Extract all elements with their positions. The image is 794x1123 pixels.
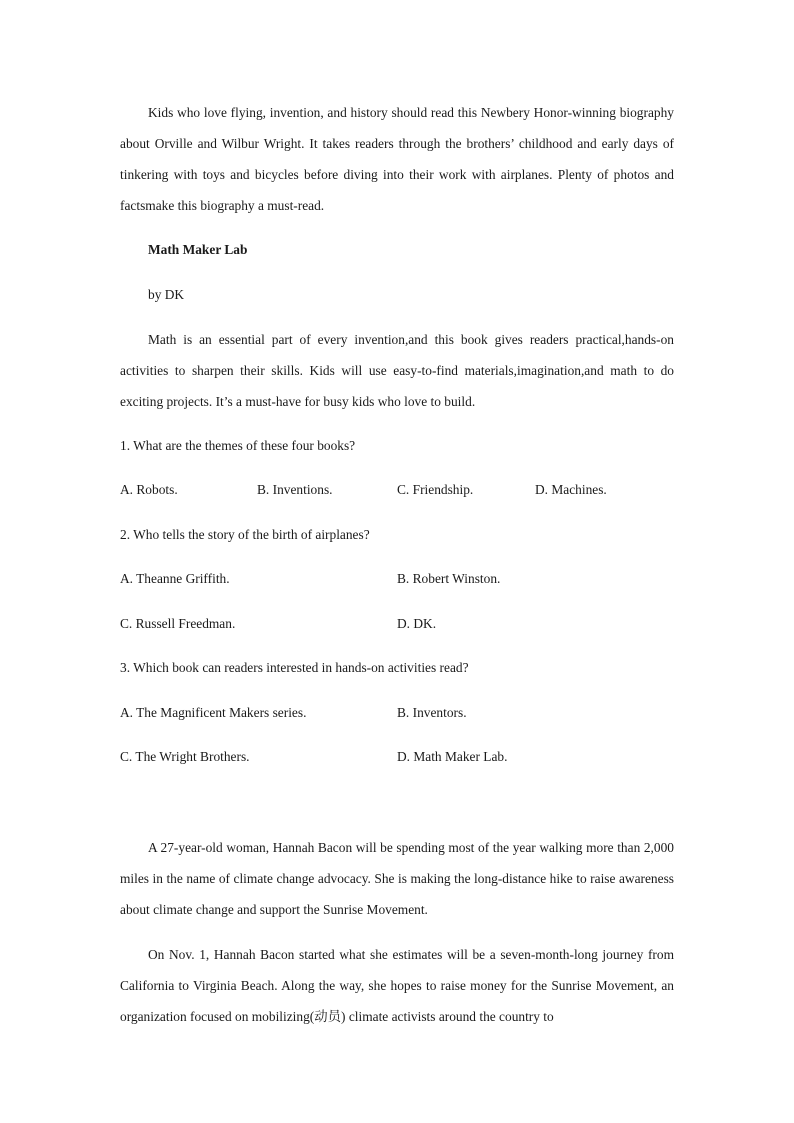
question-1-option-b: B. Inventions.: [257, 482, 333, 497]
question-2-stem: 2. Who tells the story of the birth of airplanes?: [120, 527, 370, 542]
book-title-math-maker-lab: Math Maker Lab: [148, 242, 248, 257]
book-description-wright-brothers: Kids who love flying, invention, and history should read this Newbery Honor-winning biography about Orville and Wilbur Wright. It takes readers through the brothers’ childhood and early days of tinkering with toys and bicycles before diving into their work with airplanes. Plenty of photos and factsmake this biography a must-read.: [120, 105, 674, 213]
question-1-option-a: A. Robots.: [120, 482, 178, 497]
question-3-stem: 3. Which book can readers interested in hands-on activities read?: [120, 660, 469, 675]
question-2-option-a: A. Theanne Griffith.: [120, 571, 230, 586]
book-author-dk: by DK: [148, 287, 185, 302]
question-3-option-d: D. Math Maker Lab.: [397, 749, 508, 764]
question-3-option-c: C. The Wright Brothers.: [120, 749, 250, 764]
question-2-option-c: C. Russell Freedman.: [120, 616, 236, 631]
question-3-option-a: A. The Magnificent Makers series.: [120, 705, 307, 720]
question-2-option-d: D. DK.: [397, 616, 437, 631]
question-1-option-d: D. Machines.: [535, 482, 607, 497]
question-1-option-c: C. Friendship.: [397, 482, 474, 497]
book-description-math-maker-lab: Math is an essential part of every invention,and this book gives readers practical,hands-on activities to sharpen their skills. Kids will use easy-to-find materials,imagination,and math to do exciting projects. It’s a must-have for busy kids who love to build.: [120, 332, 674, 409]
question-2-option-b: B. Robert Winston.: [397, 571, 501, 586]
passage-2-paragraph-1: A 27-year-old woman, Hannah Bacon will be spending most of the year walking more than 2,000 miles in the name of climate change advocacy. She is making the long-distance hike to raise awareness about climate change and support the Sunrise Movement.: [120, 840, 674, 917]
question-1-stem: 1. What are the themes of these four books?: [120, 438, 356, 453]
question-3-option-b: B. Inventors.: [397, 705, 467, 720]
passage-2-paragraph-2: On Nov. 1, Hannah Bacon started what she estimates will be a seven-month-long journey from California to Virginia Beach. Along the way, she hopes to raise money for the Sunrise Movement, an organization focused on mobilizing(动员) climate activists around the country to: [120, 947, 674, 1024]
